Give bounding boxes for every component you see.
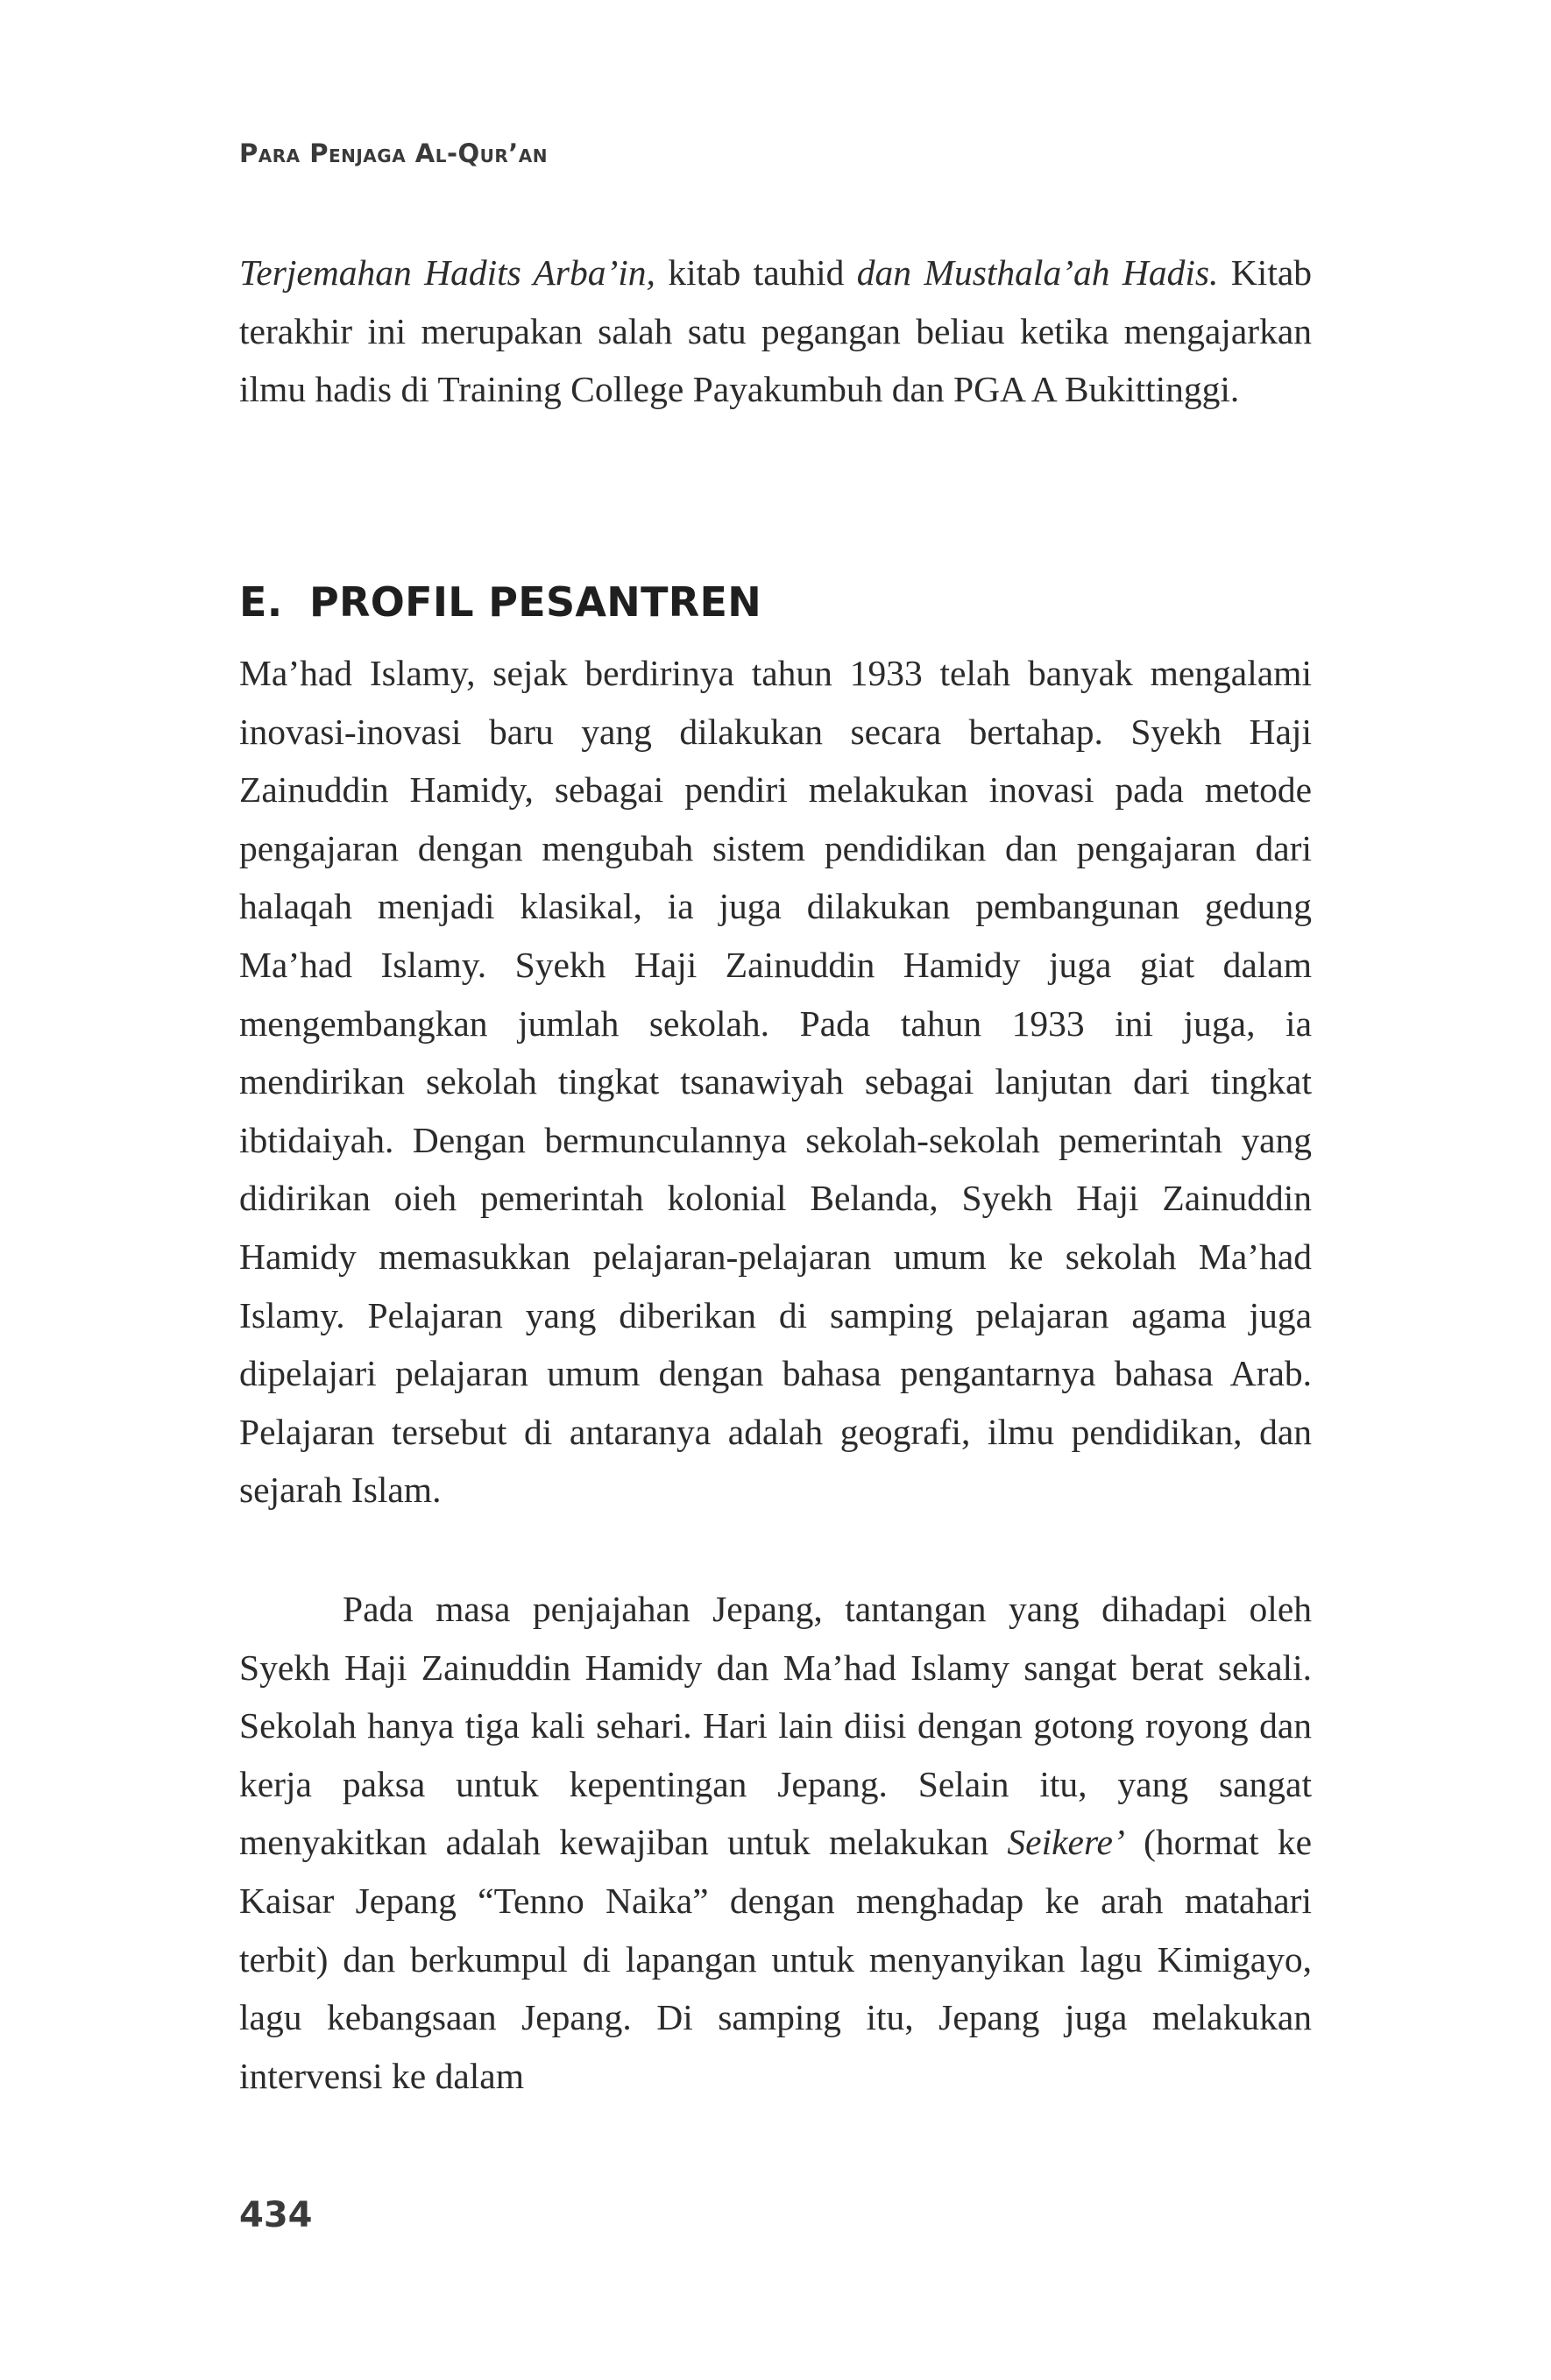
body-paragraph-2: [239, 1580, 1312, 2105]
body-paragraph-1: [239, 644, 1312, 1519]
intro-text-1: kitab tauhid: [655, 252, 857, 293]
paragraph-text: Ma’had Islamy, sejak berdirinya tahun 1933 telah banyak mengalami inovasi-inovasi baru yang dilakukan secara bertahap. Syekh Haji Zainuddin Hamidy, sebagai pendiri melakukan inovasi pada metode pengajaran dengan mengubah sistem pendidikan dan pengajaran dari halaqah menjadi klasikal, ia juga dilakukan pembangunan gedung Ma’had Islamy. Syekh Haji Zainuddin Hamidy juga giat dalam mengembangkan jumlah sekolah. Pada tahun 1933 ini juga, ia mendirikan sekolah tingkat tsanawiyah sebagai lanjutan dari tingkat ibtidaiyah. Dengan bermunculannya sekolah-sekolah pemerintah yang didirikan oieh pemerintah kolonial Belanda, Syekh Haji Zainuddin Hamidy memasukkan pelajaran-pelajaran umum ke sekolah Ma’had Islamy. Pelajaran yang diberikan di samping pelajaran agama juga dipelajari pelajaran umum dengan bahasa pengantarnya bahasa Arab. Pelajaran tersebut di antaranya adalah geografi, ilmu pendidikan, dan sejarah Islam.: [239, 653, 1312, 1511]
section-title: PROFIL PESANTREN: [309, 578, 761, 626]
term-seikere: Seikere’: [1007, 1822, 1125, 1863]
paragraph-text-a: Pada masa penjajahan Jepang, tantangan yang dihadapi oleh Syekh Haji Zainuddin Hamidy dan Ma’had Islamy sangat berat sekali. Sekolah hanya tiga kali sehari. Hari lain diisi dengan gotong royong dan kerja paksa untuk kepentingan Jepang. Selain itu, yang sangat menyakitkan adalah kewajiban untuk melakukan: [239, 1589, 1312, 1863]
book-title-hadits-arbain: Terjemahan Hadits Arba’in,: [239, 252, 655, 293]
page-number: 434: [239, 2195, 313, 2235]
section-heading: [239, 578, 761, 626]
section-number: E.: [239, 578, 283, 626]
intro-text-2: Kitab terakhir ini merupakan salah satu pegangan beliau ketika mengajarkan ilmu hadis di Training College Payakumbuh dan PGA A Bukittinggi.: [239, 252, 1313, 410]
running-header: Para Penjaga Al-Qur’an: [239, 138, 549, 168]
paragraph-text-c: (hormat ke Kaisar Jepang “Tenno Naika” dengan menghadap ke arah matahari terbit) dan berkumpul di lapangan untuk menyanyikan lagu Kimigayo, lagu kebangsaan Jepang. Di samping itu, Jepang juga melakukan intervensi ke dalam: [239, 1822, 1312, 2096]
book-title-musthalaah: dan Musthala’ah Hadis.: [856, 252, 1219, 293]
intro-paragraph: [239, 244, 1312, 419]
